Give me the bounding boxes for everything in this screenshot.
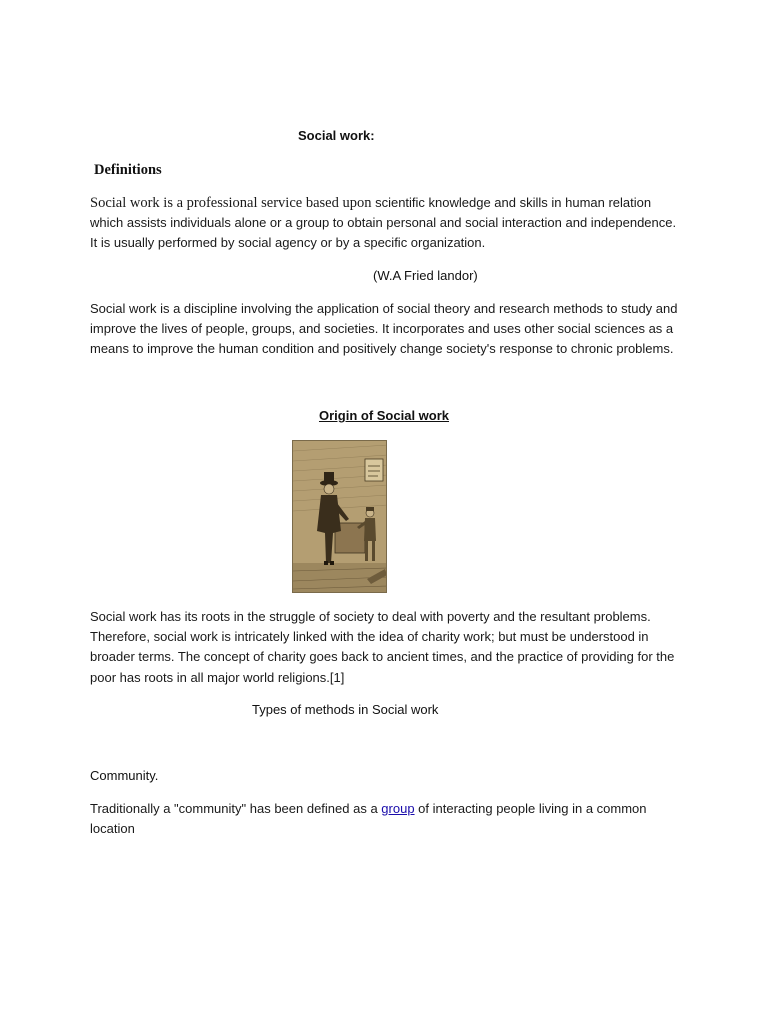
origin-heading: Origin of Social work bbox=[318, 408, 450, 423]
group-link[interactable]: group bbox=[381, 801, 415, 816]
definitions-heading: Definitions bbox=[94, 162, 162, 178]
document-title: Social work: bbox=[298, 128, 375, 143]
definition-paragraph-2: Social work is a discipline involving the application of social theory and research methods to study and improve the lives of people, groups, and societies. It incorporates and uses other social sciences as a means to improve the human condition and positively change society's response to chronic problems. bbox=[90, 301, 678, 357]
community-label: Community. bbox=[90, 768, 159, 783]
charity-illustration bbox=[292, 440, 387, 593]
community-text-before: Traditionally a "community" has been defined as a bbox=[90, 801, 382, 816]
definition-paragraph-1 bbox=[90, 193, 680, 254]
methods-heading: Types of methods in Social work bbox=[252, 702, 439, 717]
community-paragraph bbox=[90, 799, 680, 839]
definition-1-rest: scientific knowledge and skills in human relation which assists individuals alone or a group to obtain personal and social interaction and independence. It is usually performed by social agency or by a specific organization. bbox=[90, 195, 677, 251]
definition-1-lead: Social work is a professional service based upon bbox=[90, 195, 372, 211]
origin-paragraph: Social work has its roots in the struggle of society to deal with poverty and the resultant problems. Therefore, social work is intricately linked with the idea of charity work; but must be understood in broader terms. The concept of charity goes back to ancient times, and the practice of providing for the poor has roots in all major world religions.[1] bbox=[90, 609, 675, 685]
charity-engraving-image bbox=[293, 441, 387, 593]
definition-attribution: (W.A Fried landor) bbox=[373, 268, 478, 283]
community-text-after: of interacting people living in a common location bbox=[90, 801, 647, 837]
